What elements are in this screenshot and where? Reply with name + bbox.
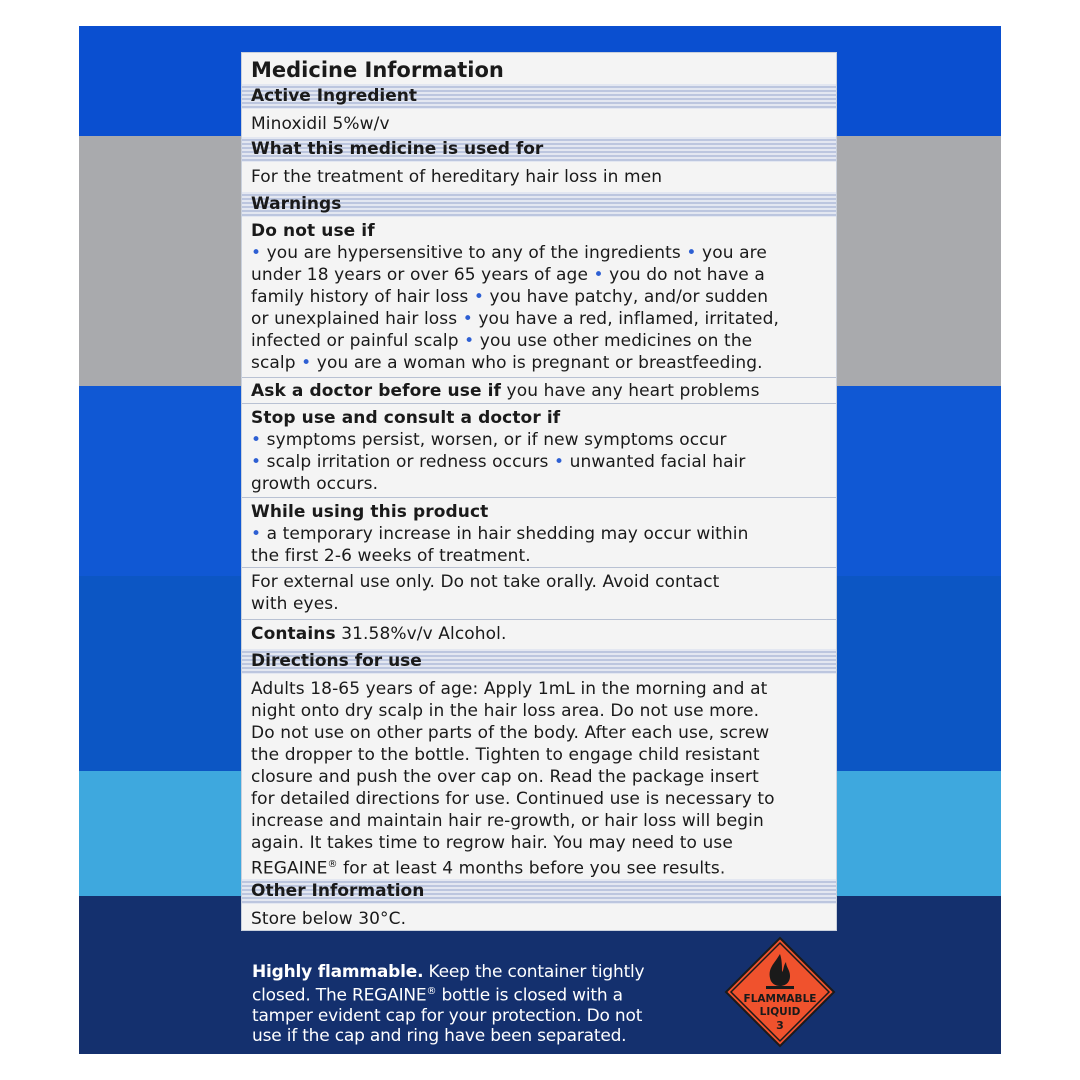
directions-line: Adults 18-65 years of age: Apply 1mL in the morning and at	[251, 679, 768, 699]
bullet-icon: •	[473, 287, 490, 307]
contains-heading: Contains	[251, 624, 336, 644]
bullet-icon: •	[251, 452, 267, 472]
external-use-block	[242, 567, 836, 615]
external-use-line: with eyes.	[251, 594, 339, 614]
while-using-block	[242, 497, 836, 567]
bullet-icon: •	[251, 524, 267, 544]
used-for-header: What this medicine is used for	[242, 137, 836, 162]
bullet-icon: •	[462, 309, 479, 329]
directions-line: again. It takes time to regrow hair. You may need to use	[251, 833, 733, 853]
active-ingredient-value: Minoxidil 5%w/v	[251, 114, 390, 134]
do-not-use-line: scalp • you are a woman who is pregnant or breastfeeding.	[251, 353, 763, 373]
external-use-line: For external use only. Do not take orally. Avoid contact	[251, 572, 720, 592]
directions-line: for detailed directions for use. Continued use is necessary to	[251, 789, 775, 809]
bullet-icon: •	[301, 353, 317, 373]
directions-line: Do not use on other parts of the body. After each use, screw	[251, 723, 770, 743]
flammable-liquid-hazard-label	[724, 936, 836, 1048]
stop-use-heading: Stop use and consult a doctor if	[251, 408, 561, 428]
directions-line: REGAINE® for at least 4 months before you see results.	[251, 858, 726, 879]
do-not-use-line: family history of hair loss • you have patchy, and/or sudden	[251, 287, 769, 307]
bullet-icon: •	[251, 430, 267, 450]
hazard-text-liquid: LIQUID	[759, 1006, 801, 1018]
bullet-icon: •	[464, 331, 480, 351]
bullet-icon: •	[593, 265, 610, 285]
stop-use-line: growth occurs.	[251, 474, 379, 494]
while-using-line: the first 2-6 weeks of treatment.	[251, 546, 531, 566]
directions-line: night onto dry scalp in the hair loss area. Do not use more.	[251, 701, 760, 721]
contains-text: 31.58%v/v Alcohol.	[335, 624, 507, 644]
hazard-class-number: 3	[776, 1019, 784, 1032]
stop-use-line: • symptoms persist, worsen, or if new symptoms occur	[251, 430, 727, 450]
directions-line: increase and maintain hair re-growth, or hair loss will begin	[251, 811, 764, 831]
directions-line: closure and push the over cap on. Read the package insert	[251, 767, 759, 787]
do-not-use-heading: Do not use if	[251, 221, 375, 241]
panel-title: Medicine Information	[251, 58, 504, 82]
ask-doctor-row	[242, 377, 836, 402]
do-not-use-line: or unexplained hair loss • you have a red, inflamed, irritated,	[251, 309, 779, 329]
stop-use-line: • scalp irritation or redness occurs • unwanted facial hair	[251, 452, 746, 472]
while-using-line: • a temporary increase in hair shedding may occur within	[251, 524, 749, 544]
directions-block	[242, 678, 836, 880]
ask-doctor-heading: Ask a doctor before use if	[251, 381, 502, 401]
directions-header: Directions for use	[242, 649, 836, 674]
medicine-information-panel	[241, 52, 837, 931]
ask-doctor-text: you have any heart problems	[501, 381, 760, 401]
warnings-header: Warnings	[242, 192, 836, 217]
do-not-use-line: infected or painful scalp • you use other medicines on the	[251, 331, 753, 351]
contains-row	[242, 619, 836, 645]
hazard-text-flammable: FLAMMABLE	[743, 993, 817, 1005]
do-not-use-line: • you are hypersensitive to any of the ingredients • you are	[251, 243, 767, 263]
bullet-icon: •	[554, 452, 570, 472]
flammable-lead: Highly flammable.	[252, 962, 424, 982]
directions-line: the dropper to the bottle. Tighten to engage child resistant	[251, 745, 760, 765]
other-information-header: Other Information	[242, 879, 836, 904]
other-information-value: Store below 30°C.	[251, 909, 407, 929]
bullet-icon: •	[686, 243, 703, 263]
bullet-icon: •	[251, 243, 267, 263]
stop-use-block	[242, 403, 836, 495]
flammable-warning-text: Highly flammable. Keep the container tightly closed. The REGAINE® bottle is closed with a tamper evident cap for your protection. Do not use if the cap and ring have been separated.	[252, 962, 645, 1046]
do-not-use-block	[242, 220, 836, 374]
active-ingredient-header: Active Ingredient	[242, 84, 836, 109]
used-for-value: For the treatment of hereditary hair loss in men	[251, 167, 663, 187]
while-using-heading: While using this product	[251, 502, 489, 522]
do-not-use-line: under 18 years or over 65 years of age • you do not have a	[251, 265, 765, 285]
